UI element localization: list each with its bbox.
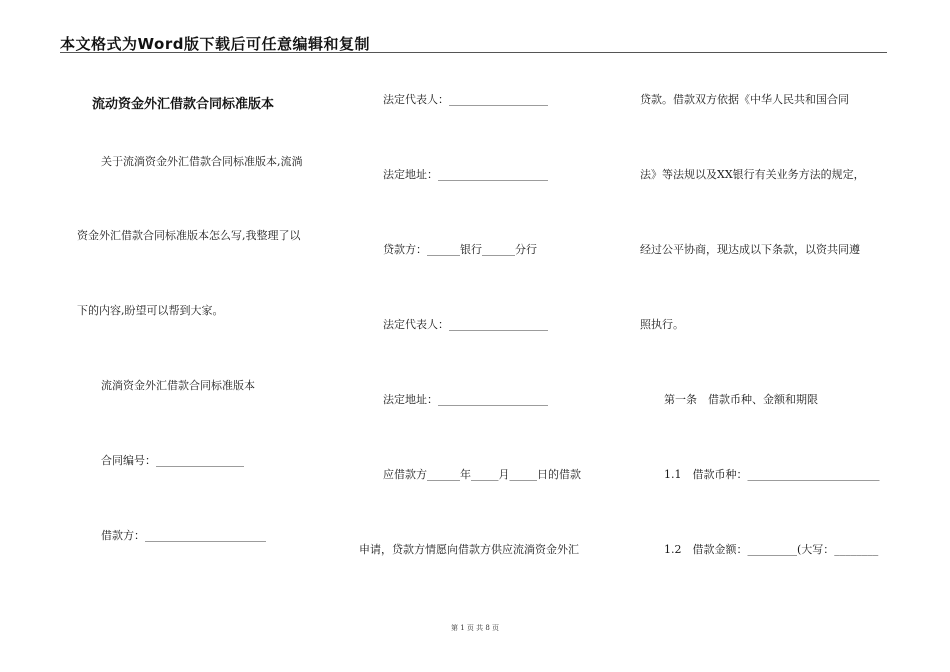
- amount-field: 1.2 借款金额：_________(大写：________: [664, 543, 879, 556]
- document-title: 流动资金外汇借款合同标准版本: [92, 97, 275, 112]
- legal-representative-field: 法定代表人：__________________: [383, 93, 548, 106]
- paragraph-line: 贷款。借款双方依据《中华人民共和国合同: [640, 93, 849, 106]
- paragraph-line: 照执行。: [640, 318, 684, 331]
- currency-field: 1.1 借款币种：________________________: [664, 468, 880, 481]
- legal-address-field: 法定地址：____________________: [383, 168, 548, 181]
- paragraph-line: 关于流淌资金外汇借款合同标准版本,流淌: [101, 155, 303, 168]
- paragraph-line: 应借款方______年_____月_____日的借款: [383, 468, 581, 481]
- paragraph-line: 资金外汇借款合同标准版本怎么写,我整理了以: [77, 229, 301, 242]
- paragraph-line: 法》等法规以及XX银行有关业务方法的规定，: [640, 168, 865, 181]
- paragraph-line: 经过公平协商，现达成以下条款，以资共同遵: [640, 243, 860, 256]
- borrower-field: 借款方：______________________: [101, 529, 266, 542]
- legal-representative-field: 法定代表人：__________________: [383, 318, 548, 331]
- paragraph-line: 申请，贷款方情愿向借款方供应流淌资金外汇: [359, 543, 579, 556]
- paragraph-line: 下的内容,盼望可以帮到大家。: [77, 304, 224, 317]
- article-heading: 第一条 借款币种、金额和期限: [664, 393, 818, 406]
- header-divider: [60, 52, 887, 53]
- contract-number-field: 合同编号：________________: [101, 454, 244, 467]
- subheading: 流淌资金外汇借款合同标准版本: [101, 379, 255, 392]
- lender-field: 贷款方：______银行______分行: [383, 243, 537, 256]
- page-number: 第 1 页 共 8 页: [450, 624, 500, 632]
- legal-address-field: 法定地址：____________________: [383, 393, 548, 406]
- document-header: 本文格式为Word版下载后可任意编辑和复制: [60, 35, 370, 53]
